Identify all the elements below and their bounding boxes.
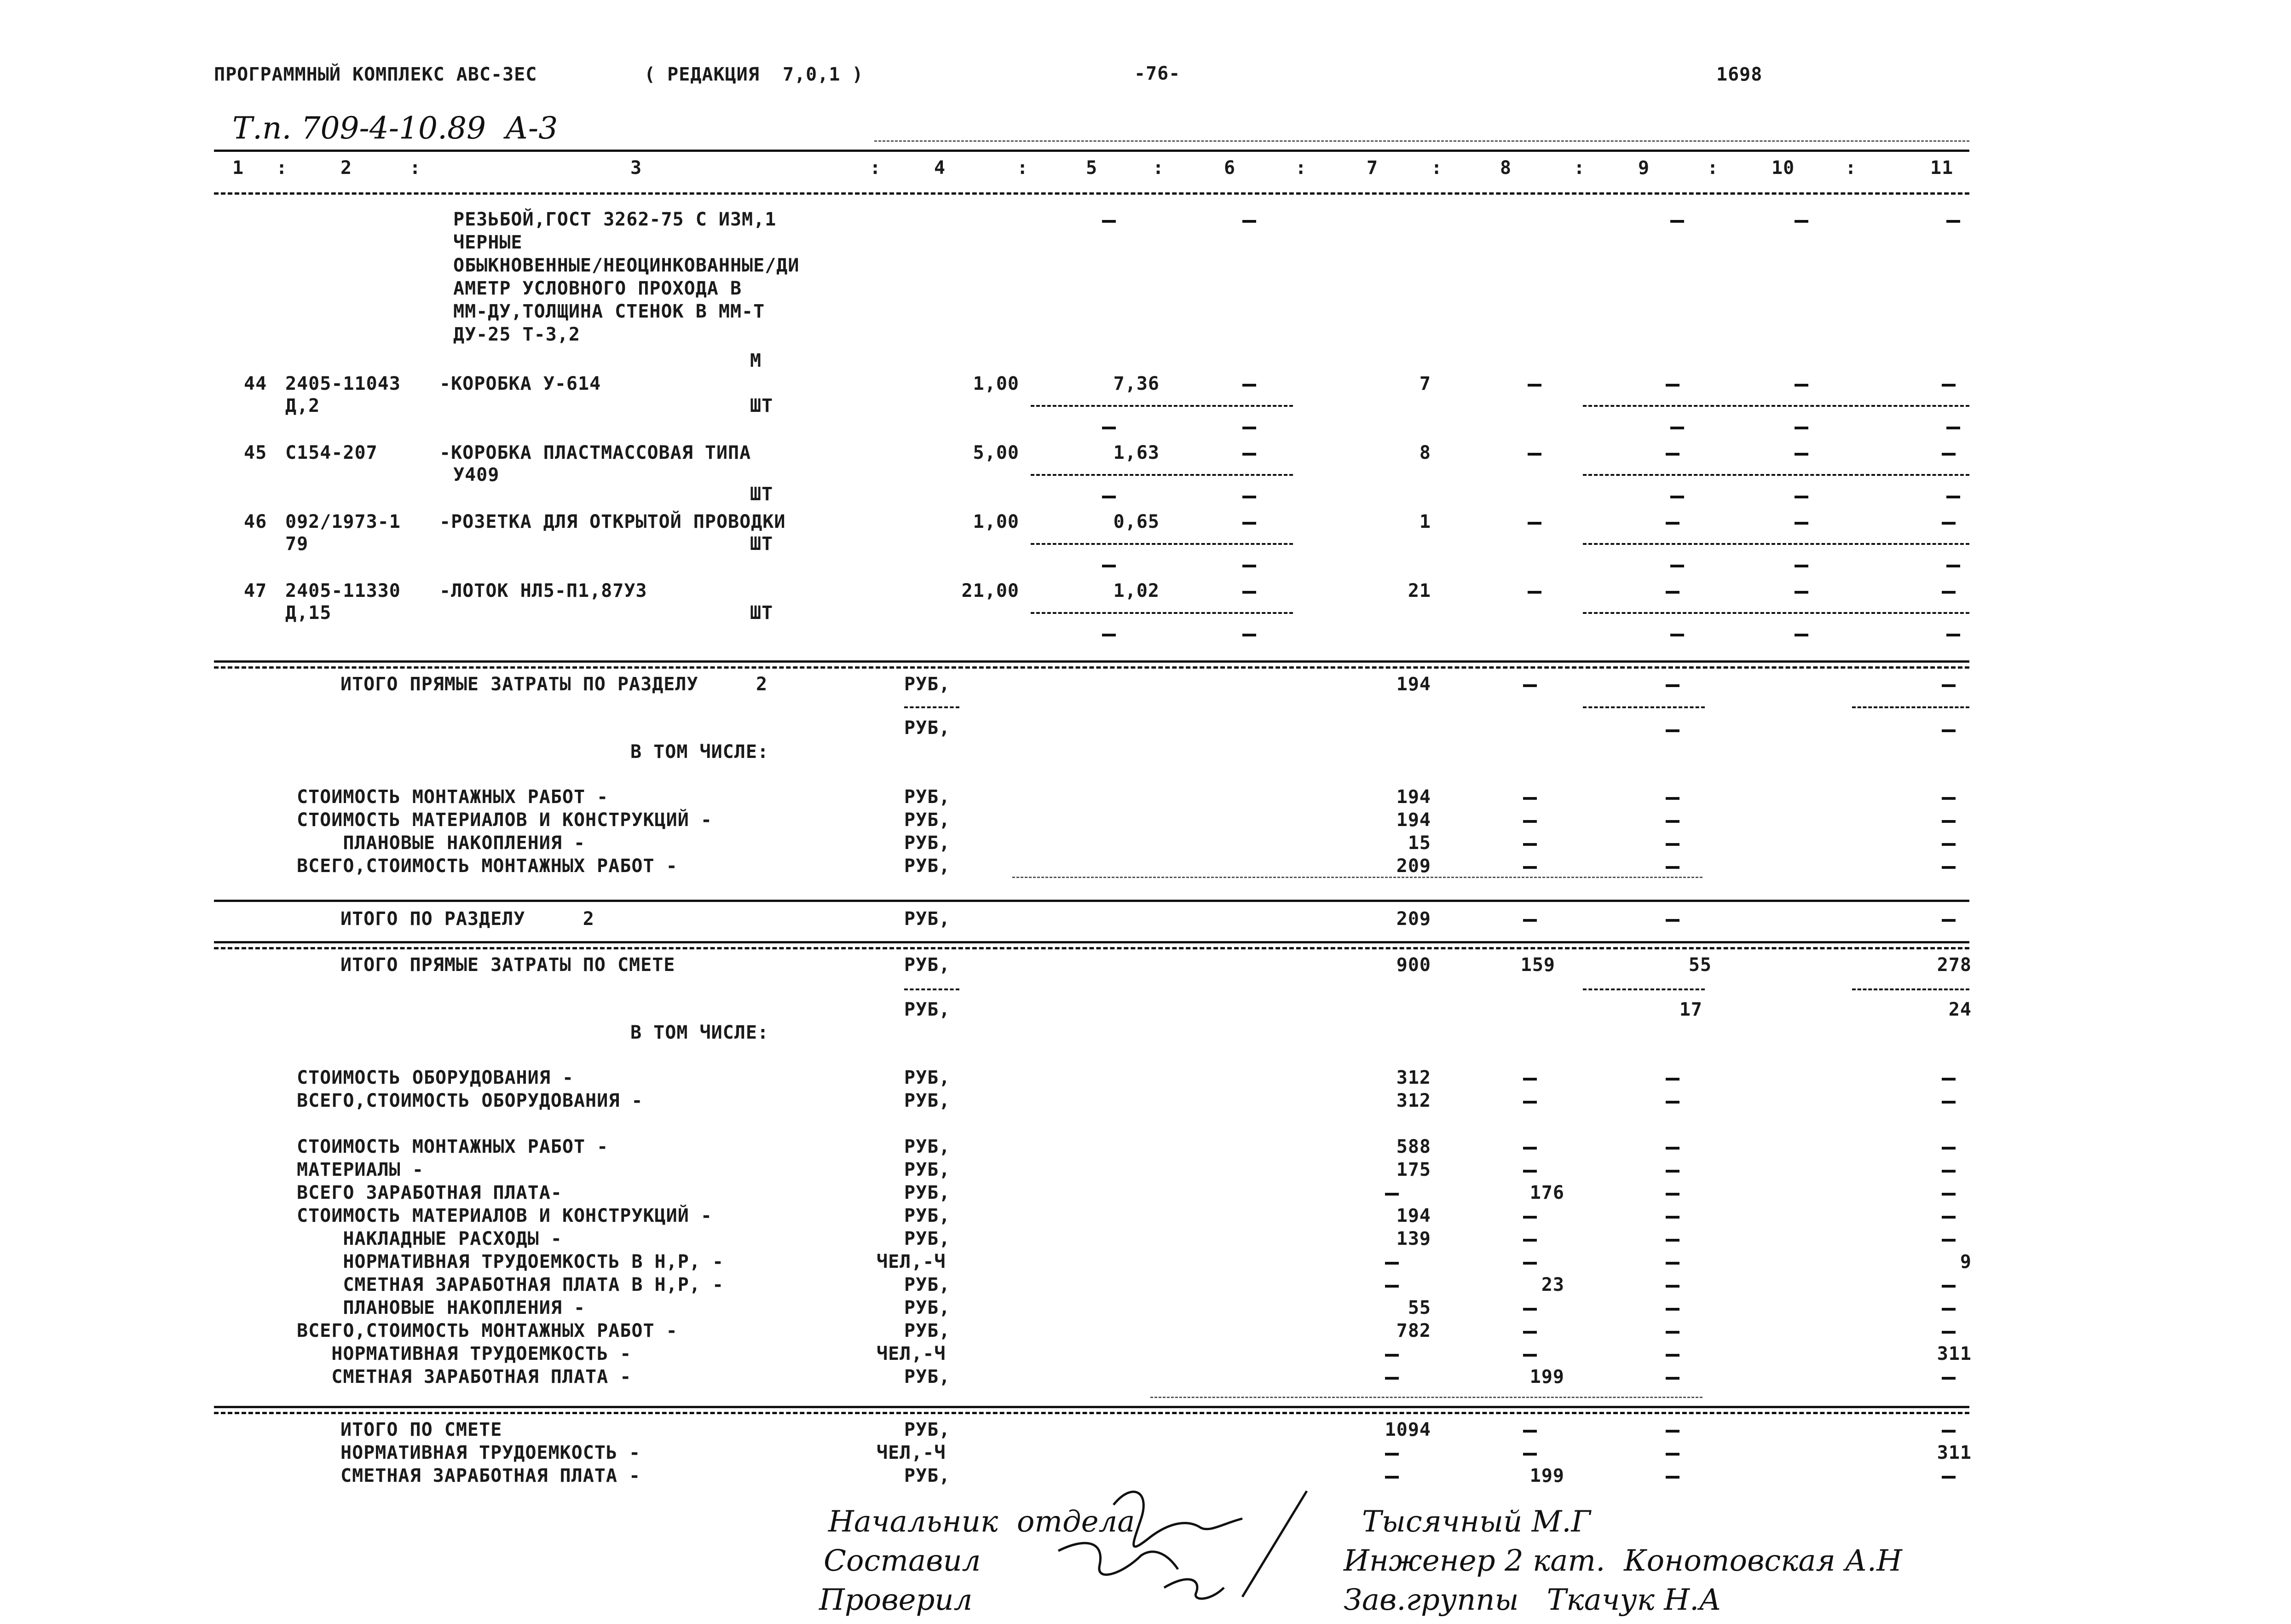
item-underline	[1583, 612, 1969, 614]
section-row-label: ПЛАНОВЫЕ НАКОПЛЕНИЯ -	[297, 832, 586, 854]
dash-mark	[1666, 1430, 1679, 1433]
intro-line: АМЕТР УСЛОВНОГО ПРОХОДА В	[453, 278, 742, 299]
dash-mark	[1942, 591, 1956, 594]
dash-mark	[1942, 1147, 1956, 1150]
column-header-15: :	[1574, 157, 1586, 179]
dash-mark	[1942, 1101, 1956, 1104]
header-bottom-rule	[214, 192, 1969, 195]
column-header-7: :	[1017, 157, 1029, 179]
handwritten-signature-icon	[1049, 1463, 1362, 1611]
item-total: 7	[1419, 373, 1431, 394]
incl-label-2: В ТОМ ЧИСЛЕ:	[630, 1022, 769, 1043]
item-code: 2405-11330	[285, 580, 401, 601]
item-underline	[1583, 405, 1969, 407]
item-code: 2405-11043	[285, 373, 401, 394]
dash-mark	[1523, 866, 1537, 869]
dash-mark	[1242, 634, 1256, 636]
doc-number: 1698	[1716, 64, 1763, 85]
dash-mark	[1528, 453, 1541, 456]
dash-mark	[1942, 797, 1956, 800]
summary-row-label: ВСЕГО,СТОИМОСТЬ МОНТАЖНЫХ РАБОТ -	[297, 1320, 678, 1341]
unit-underline	[904, 706, 959, 708]
dash-mark	[1942, 820, 1956, 823]
dash-mark	[1942, 1308, 1956, 1311]
dash-mark	[1942, 684, 1956, 687]
dash-mark	[1523, 1147, 1537, 1150]
item-price: 1,63	[1113, 442, 1160, 463]
column-header-4: 3	[630, 157, 642, 179]
summary-row-c7: 55	[1408, 1297, 1431, 1318]
dash-mark	[1666, 1476, 1679, 1479]
item-unit: ШТ	[750, 395, 773, 416]
final-row-label: ИТОГО ПО СМЕТЕ	[340, 1419, 502, 1440]
item-price: 7,36	[1113, 373, 1160, 394]
summary-row-unit: РУБ,	[904, 1366, 951, 1387]
dash-mark	[1666, 1216, 1679, 1219]
dash-mark	[1523, 919, 1537, 922]
item-code: С154-207	[285, 442, 378, 463]
estimate-direct-label: ИТОГО ПРЯМЫЕ ЗАТРАТЫ ПО СМЕТЕ	[340, 954, 675, 976]
item-number: 44	[244, 373, 267, 394]
estimate-direct-c8: 159	[1520, 954, 1555, 976]
dash-mark	[1523, 684, 1537, 687]
dash-mark	[1666, 384, 1679, 387]
dash-mark	[1795, 220, 1808, 223]
section-row-value: 194	[1396, 809, 1431, 831]
section-direct-label: ИТОГО ПРЯМЫЕ ЗАТРАТЫ ПО РАЗДЕЛУ 2	[340, 674, 768, 695]
dash-mark	[1242, 220, 1256, 223]
section-rule	[214, 1406, 1969, 1408]
item-price: 1,02	[1113, 580, 1160, 601]
summary-row-c11: 9	[1960, 1251, 1972, 1272]
item-number: 47	[244, 580, 267, 601]
dash-mark	[1942, 1216, 1956, 1219]
dash-mark	[1666, 1170, 1679, 1173]
column-header-6: 4	[934, 157, 946, 179]
item-code-2: Д,2	[285, 395, 320, 416]
sig-group-name: Зав.группы Ткачук Н.А	[1344, 1583, 1721, 1617]
summary-row-c8: 23	[1541, 1274, 1564, 1295]
section-row-label: ВСЕГО,СТОИМОСТЬ МОНТАЖНЫХ РАБОТ -	[297, 855, 678, 877]
column-header-18: 10	[1772, 157, 1795, 179]
summary-row-unit: РУБ,	[904, 1136, 951, 1157]
dash-mark	[1523, 1239, 1537, 1242]
dash-mark	[1523, 1453, 1537, 1456]
estimate-direct-unit: РУБ,	[904, 954, 951, 976]
column-header-8: 5	[1086, 157, 1098, 179]
intro-unit: М	[750, 350, 762, 371]
dash-mark	[1666, 797, 1679, 800]
column-header-10: 6	[1224, 157, 1236, 179]
column-header-20: 11	[1930, 157, 1954, 179]
dash-mark	[1666, 1147, 1679, 1150]
final-row-c11: 311	[1937, 1442, 1972, 1463]
column-header-9: :	[1153, 157, 1165, 179]
column-header-1: :	[276, 157, 288, 179]
project-code: Т.п. 709-4-10.89 А-3	[232, 110, 558, 146]
section-rule	[214, 941, 1969, 943]
c9-underline	[1583, 706, 1705, 708]
item-quantity: 5,00	[973, 442, 1019, 463]
dash-mark	[1942, 384, 1956, 387]
dash-mark	[1666, 1354, 1679, 1357]
dotted-rule	[1150, 1397, 1702, 1398]
dash-mark	[1385, 1453, 1399, 1456]
dash-mark	[1666, 1377, 1679, 1380]
dash-mark	[1666, 1453, 1679, 1456]
item-number: 46	[244, 511, 267, 532]
item-unit: ШТ	[750, 533, 773, 555]
summary-row-unit: РУБ,	[904, 1320, 951, 1341]
summary-row-label: СМЕТНАЯ ЗАРАБОТНАЯ ПЛАТА В Н,Р, -	[297, 1274, 724, 1295]
dash-mark	[1242, 496, 1256, 498]
column-header-2: 2	[340, 157, 352, 179]
dash-mark	[1795, 384, 1808, 387]
dash-mark	[1102, 634, 1116, 636]
column-header-19: :	[1845, 157, 1857, 179]
header-top-rule	[214, 150, 1969, 152]
summary-row-label: НАКЛАДНЫЕ РАСХОДЫ -	[297, 1228, 562, 1249]
summary-row-unit: РУБ,	[904, 1159, 951, 1180]
item-number: 45	[244, 442, 267, 463]
item-price: 0,65	[1113, 511, 1160, 532]
dash-mark	[1666, 1239, 1679, 1242]
dash-mark	[1670, 427, 1684, 429]
dash-mark	[1242, 453, 1256, 456]
section-row-unit: РУБ,	[904, 786, 951, 808]
section-row-unit: РУБ,	[904, 832, 951, 854]
summary-row-label: СТОИМОСТЬ МАТЕРИАЛОВ И КОНСТРУКЦИЙ -	[297, 1205, 712, 1226]
item-underline	[1031, 474, 1293, 476]
column-header-3: :	[410, 157, 421, 179]
summary-row-label: ПЛАНОВЫЕ НАКОПЛЕНИЯ -	[297, 1297, 586, 1318]
dash-mark	[1942, 1170, 1956, 1173]
dash-mark	[1942, 1285, 1956, 1288]
sig-engineer-name: Инженер 2 кат. Конотовская А.Н	[1344, 1544, 1902, 1578]
dash-mark	[1946, 565, 1960, 567]
dash-mark	[1946, 634, 1960, 636]
final-row-unit: РУБ,	[904, 1465, 951, 1486]
summary-row-unit: РУБ,	[904, 1205, 951, 1226]
dash-mark	[1666, 453, 1679, 456]
dash-mark	[1242, 427, 1256, 429]
summary-row-unit: ЧЕЛ,-Ч	[877, 1251, 946, 1272]
dash-mark	[1528, 384, 1541, 387]
dash-mark	[1523, 1262, 1537, 1265]
dash-mark	[1523, 1216, 1537, 1219]
c11-underline	[1852, 988, 1969, 990]
summary-row-unit: РУБ,	[904, 1182, 951, 1203]
item-code-2: Д,15	[285, 602, 332, 624]
dash-mark	[1670, 634, 1684, 636]
dash-mark	[1795, 591, 1808, 594]
summary-row-c7: 139	[1396, 1228, 1431, 1249]
dash-mark	[1942, 1476, 1956, 1479]
dash-mark	[1942, 1239, 1956, 1242]
dash-mark	[1666, 1262, 1679, 1265]
section-rule	[214, 900, 1969, 902]
summary-row-label: ВСЕГО ЗАРАБОТНАЯ ПЛАТА-	[297, 1182, 562, 1203]
summary-row-unit: РУБ,	[904, 1067, 951, 1088]
dash-mark	[1670, 565, 1684, 567]
section-direct-unit: РУБ,	[904, 674, 951, 695]
dash-mark	[1795, 453, 1808, 456]
section-sum-unit: РУБ,	[904, 908, 951, 930]
dash-mark	[1528, 591, 1541, 594]
dash-mark	[1666, 1193, 1679, 1196]
dash-mark	[1242, 384, 1256, 387]
item-name-2: У409	[453, 464, 500, 485]
dash-mark	[1528, 522, 1541, 525]
column-header-12: 7	[1367, 157, 1379, 179]
dash-mark	[1666, 843, 1679, 846]
intro-line: ДУ-25 Т-3,2	[453, 324, 580, 345]
item-underline	[1031, 612, 1293, 614]
summary-row-unit: РУБ,	[904, 1297, 951, 1318]
section-sum-value: 209	[1396, 908, 1431, 930]
dash-mark	[1666, 820, 1679, 823]
summary-row-c8: 176	[1529, 1182, 1564, 1203]
dash-mark	[1242, 522, 1256, 525]
dash-mark	[1666, 1308, 1679, 1311]
section-row-label: СТОИМОСТЬ МОНТАЖНЫХ РАБОТ -	[297, 786, 609, 808]
dash-mark	[1102, 496, 1116, 498]
unit-underline	[904, 988, 959, 990]
dash-mark	[1523, 797, 1537, 800]
item-unit: ШТ	[750, 484, 773, 505]
dash-mark	[1946, 427, 1960, 429]
section-direct-value: 194	[1396, 674, 1431, 695]
final-row-unit: РУБ,	[904, 1419, 951, 1440]
dash-mark	[1523, 1078, 1537, 1081]
dotted-rule	[1012, 877, 1702, 878]
dash-mark	[1942, 919, 1956, 922]
dash-mark	[1523, 1101, 1537, 1104]
final-row-label: НОРМАТИВНАЯ ТРУДОЕМКОСТЬ -	[340, 1442, 641, 1463]
section-row-label: СТОИМОСТЬ МАТЕРИАЛОВ И КОНСТРУКЦИЙ -	[297, 809, 712, 831]
column-header-14: 8	[1500, 157, 1512, 179]
summary-row-c7: 194	[1396, 1205, 1431, 1226]
estimate-direct-c7: 900	[1396, 954, 1431, 976]
dash-mark	[1795, 427, 1808, 429]
estimate-direct-c11b: 24	[1948, 999, 1972, 1020]
estimate-direct-c9: 55	[1688, 954, 1712, 976]
summary-row-c7: 588	[1396, 1136, 1431, 1157]
summary-row-c8: 199	[1529, 1366, 1564, 1387]
dash-mark	[1102, 427, 1116, 429]
intro-line: ЧЕРНЫЕ	[453, 232, 523, 253]
dash-mark	[1795, 496, 1808, 498]
estimate-direct-unit-2: РУБ,	[904, 999, 951, 1020]
intro-line: РЕЗЬБОЙ,ГОСТ 3262-75 С ИЗМ,1	[453, 209, 777, 230]
summary-row-label: НОРМАТИВНАЯ ТРУДОЕМКОСТЬ В Н,Р, -	[297, 1251, 724, 1272]
section-rule	[214, 947, 1969, 949]
final-row-label: СМЕТНАЯ ЗАРАБОТНАЯ ПЛАТА -	[340, 1465, 641, 1486]
edition: ( РЕДАКЦИЯ 7,0,1 )	[644, 64, 864, 85]
dash-mark	[1942, 866, 1956, 869]
dash-mark	[1242, 565, 1256, 567]
dash-mark	[1942, 1078, 1956, 1081]
final-row-c8: 199	[1529, 1465, 1564, 1486]
section-rule	[214, 666, 1969, 669]
dash-mark	[1666, 1101, 1679, 1104]
summary-row-unit: РУБ,	[904, 1090, 951, 1111]
item-underline	[1031, 543, 1293, 545]
summary-row-label: НОРМАТИВНАЯ ТРУДОЕМКОСТЬ -	[297, 1343, 632, 1364]
item-total: 1	[1419, 511, 1431, 532]
section-row-unit: РУБ,	[904, 855, 951, 877]
c9-underline	[1583, 988, 1705, 990]
dash-mark	[1942, 1377, 1956, 1380]
dash-mark	[1523, 1430, 1537, 1433]
dash-mark	[1666, 1285, 1679, 1288]
final-row-c7: 1094	[1385, 1419, 1431, 1440]
final-row-unit: ЧЕЛ,-Ч	[877, 1442, 946, 1463]
dash-mark	[1795, 634, 1808, 636]
item-underline	[1583, 543, 1969, 545]
dash-mark	[1942, 1331, 1956, 1334]
summary-row-label: ВСЕГО,СТОИМОСТЬ ОБОРУДОВАНИЯ -	[297, 1090, 643, 1111]
item-name: -РОЗЕТКА ДЛЯ ОТКРЫТОЙ ПРОВОДКИ	[439, 511, 786, 532]
incl-label: В ТОМ ЧИСЛЕ:	[630, 741, 769, 763]
dash-mark	[1942, 843, 1956, 846]
sig-compiled-label: Составил	[824, 1544, 981, 1578]
item-total: 21	[1408, 580, 1431, 601]
column-header-13: :	[1431, 157, 1443, 179]
dash-mark	[1666, 729, 1679, 732]
summary-row-label: СМЕТНАЯ ЗАРАБОТНАЯ ПЛАТА -	[297, 1366, 632, 1387]
dash-mark	[1242, 591, 1256, 594]
dash-mark	[1942, 729, 1956, 732]
item-unit: ШТ	[750, 602, 773, 624]
dash-mark	[1666, 1078, 1679, 1081]
dash-mark	[1523, 1354, 1537, 1357]
summary-row-unit: ЧЕЛ,-Ч	[877, 1343, 946, 1364]
summary-row-c7: 312	[1396, 1067, 1431, 1088]
page-number: -76-	[1134, 63, 1181, 84]
intro-line: ОБЫКНОВЕННЫЕ/НЕОЦИНКОВАННЫЕ/ДИ	[453, 255, 800, 276]
intro-line: ММ-ДУ,ТОЛЩИНА СТЕНОК В ММ-Т	[453, 301, 765, 322]
section-row-value: 209	[1396, 855, 1431, 877]
section-direct-unit-2: РУБ,	[904, 717, 951, 739]
section-sum-label: ИТОГО ПО РАЗДЕЛУ 2	[340, 908, 594, 930]
column-header-16: 9	[1638, 157, 1650, 179]
estimate-direct-c11: 278	[1937, 954, 1972, 976]
dash-mark	[1795, 565, 1808, 567]
sig-head-name: Тысячный М.Г	[1362, 1505, 1591, 1539]
summary-row-unit: РУБ,	[904, 1228, 951, 1249]
dash-mark	[1666, 591, 1679, 594]
section-row-unit: РУБ,	[904, 809, 951, 831]
dash-mark	[1102, 220, 1116, 223]
dash-mark	[1946, 220, 1960, 223]
dash-mark	[1942, 1193, 1956, 1196]
section-row-value: 15	[1408, 832, 1431, 854]
item-name: -КОРОБКА У-614	[439, 373, 601, 394]
dash-mark	[1942, 1430, 1956, 1433]
item-quantity: 21,00	[961, 580, 1019, 601]
estimate-direct-c9b: 17	[1679, 999, 1702, 1020]
dash-mark	[1523, 1308, 1537, 1311]
column-header-17: :	[1707, 157, 1719, 179]
section-rule	[214, 1412, 1969, 1414]
section-rule	[214, 660, 1969, 663]
summary-row-c11: 311	[1937, 1343, 1972, 1364]
dash-mark	[1666, 684, 1679, 687]
c11-underline	[1852, 706, 1969, 708]
dash-mark	[1670, 220, 1684, 223]
section-row-value: 194	[1396, 786, 1431, 808]
column-header-0: 1	[232, 157, 244, 179]
summary-row-c7: 312	[1396, 1090, 1431, 1111]
summary-row-c7: 175	[1396, 1159, 1431, 1180]
dash-mark	[1942, 522, 1956, 525]
sig-head-label: Начальник отдела	[828, 1505, 1135, 1539]
column-header-5: :	[870, 157, 882, 179]
sig-checked-label: Проверил	[819, 1583, 973, 1617]
dash-mark	[1666, 866, 1679, 869]
summary-row-label: СТОИМОСТЬ МОНТАЖНЫХ РАБОТ -	[297, 1136, 609, 1157]
item-underline	[1583, 474, 1969, 476]
item-total: 8	[1419, 442, 1431, 463]
item-underline	[1031, 405, 1293, 407]
dash-mark	[1523, 1331, 1537, 1334]
summary-row-label: СТОИМОСТЬ ОБОРУДОВАНИЯ -	[297, 1067, 574, 1088]
item-name: -ЛОТОК НЛ5-П1,87У3	[439, 580, 647, 601]
item-code: 092/1973-1	[285, 511, 401, 532]
dash-mark	[1385, 1354, 1399, 1357]
dash-mark	[1385, 1262, 1399, 1265]
item-name: -КОРОБКА ПЛАСТМАССОВАЯ ТИПА	[439, 442, 751, 463]
dash-mark	[1523, 1170, 1537, 1173]
dash-mark	[1523, 843, 1537, 846]
program-name: ПРОГРАММНЫЙ КОМПЛЕКС АВС-3ЕС	[214, 64, 537, 85]
dash-mark	[1666, 1331, 1679, 1334]
dash-mark	[1795, 522, 1808, 525]
dash-mark	[1523, 820, 1537, 823]
dash-mark	[1670, 496, 1684, 498]
dash-mark	[1666, 522, 1679, 525]
dash-mark	[1666, 919, 1679, 922]
summary-row-label: МАТЕРИАЛЫ -	[297, 1159, 424, 1180]
item-quantity: 1,00	[973, 511, 1019, 532]
top-dotted-rule	[874, 140, 1969, 142]
item-quantity: 1,00	[973, 373, 1019, 394]
summary-row-unit: РУБ,	[904, 1274, 951, 1295]
dash-mark	[1946, 496, 1960, 498]
summary-row-c7: 782	[1396, 1320, 1431, 1341]
column-header-11: :	[1295, 157, 1307, 179]
dash-mark	[1102, 565, 1116, 567]
dash-mark	[1942, 453, 1956, 456]
item-code-2: 79	[285, 533, 309, 555]
